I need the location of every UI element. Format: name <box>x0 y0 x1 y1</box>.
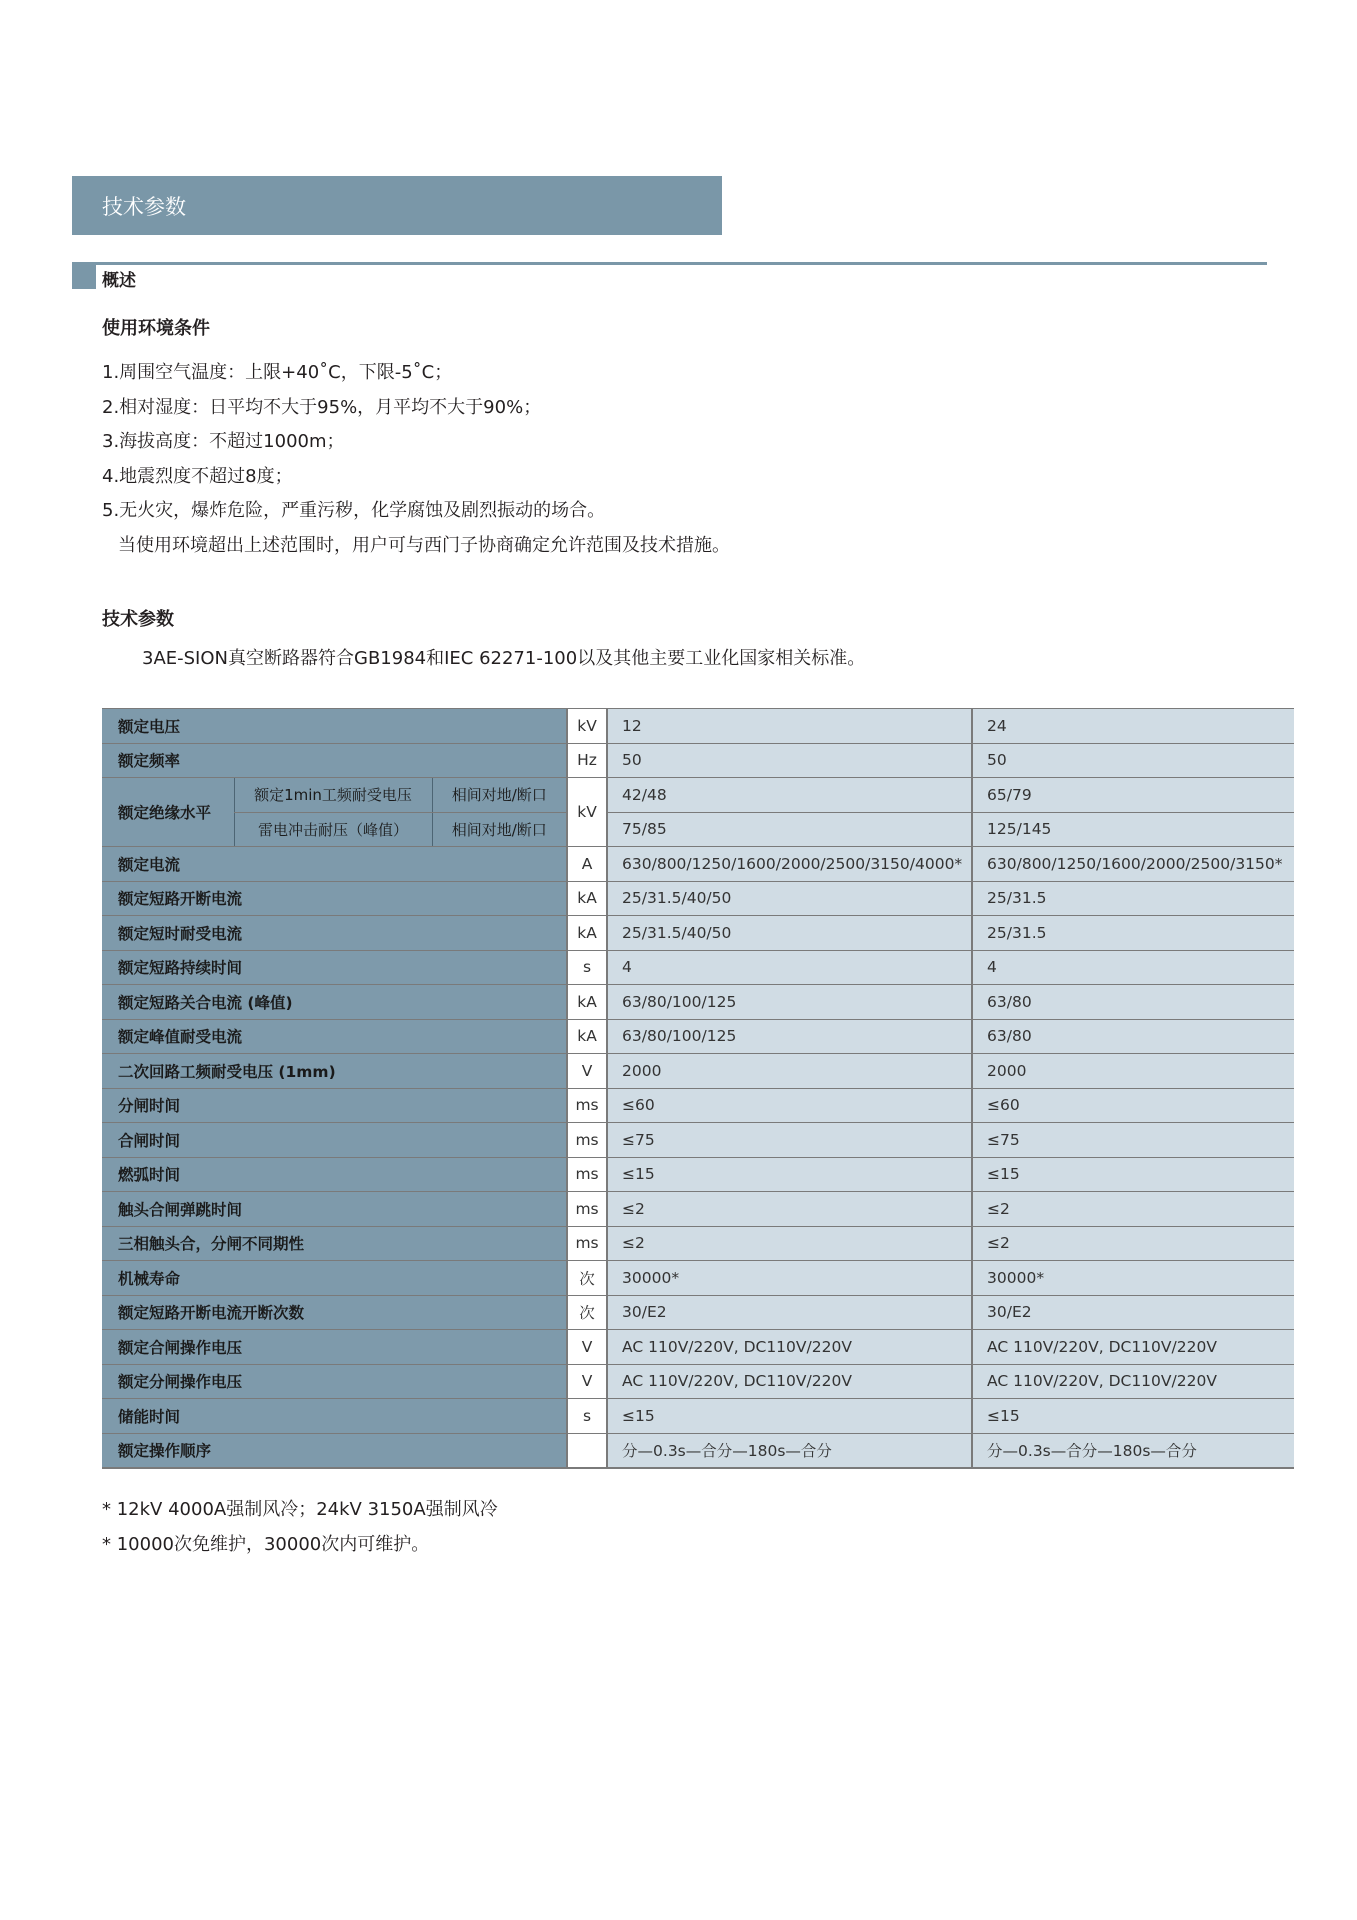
param-label: 额定频率 <box>102 743 567 778</box>
table-row <box>102 743 1294 778</box>
param-unit: V <box>567 1054 607 1089</box>
param-sublabel: 额定1min工频耐受电压 <box>234 778 432 813</box>
value-12kv: 42/48 <box>607 778 972 813</box>
table-row <box>102 985 1294 1020</box>
param-unit: ms <box>567 1226 607 1261</box>
value-24kv: ≤60 <box>972 1088 1294 1123</box>
banner-title: 技术参数 <box>102 194 186 219</box>
table-row <box>102 916 1294 951</box>
param-label: 额定短路持续时间 <box>102 950 567 985</box>
value-24kv: ≤15 <box>972 1157 1294 1192</box>
param-unit: 次 <box>567 1261 607 1296</box>
param-unit: s <box>567 1399 607 1434</box>
value-12kv: 30/E2 <box>607 1295 972 1330</box>
value-12kv: ≤2 <box>607 1226 972 1261</box>
param-unit: V <box>567 1364 607 1399</box>
param-label: 额定电压 <box>102 709 567 744</box>
tech-intro: 3AE-SION真空断路器符合GB1984和IEC 62271-100以及其他主要工业化国家相关标准。 <box>142 648 866 669</box>
value-12kv: 25/31.5/40/50 <box>607 881 972 916</box>
param-label: 额定短路关合电流 (峰值) <box>102 985 567 1020</box>
value-24kv: 2000 <box>972 1054 1294 1089</box>
page-banner <box>72 176 722 235</box>
param-sublabel: 雷电冲击耐压（峰值） <box>234 812 432 847</box>
table-row <box>102 847 1294 882</box>
value-24kv: 30000* <box>972 1261 1294 1296</box>
table-row <box>102 1433 1294 1468</box>
value-24kv: 24 <box>972 709 1294 744</box>
section-marker <box>72 265 96 289</box>
param-sublabel: 相间对地/断口 <box>432 778 567 813</box>
param-unit <box>567 1433 607 1468</box>
param-label: 额定绝缘水平 <box>102 778 234 847</box>
param-label: 合闸时间 <box>102 1123 567 1158</box>
value-12kv: 63/80/100/125 <box>607 1019 972 1054</box>
param-label: 额定合闸操作电压 <box>102 1330 567 1365</box>
value-24kv: ≤2 <box>972 1226 1294 1261</box>
value-12kv: 630/800/1250/1600/2000/2500/3150/4000* <box>607 847 972 882</box>
param-label: 燃弧时间 <box>102 1157 567 1192</box>
env-heading: 使用环境条件 <box>102 318 210 339</box>
value-24kv: 63/80 <box>972 985 1294 1020</box>
value-24kv: 4 <box>972 950 1294 985</box>
param-label: 额定短路开断电流 <box>102 881 567 916</box>
param-unit: kA <box>567 881 607 916</box>
table-row <box>102 1123 1294 1158</box>
table-row <box>102 1088 1294 1123</box>
param-label: 额定峰值耐受电流 <box>102 1019 567 1054</box>
env-note: 当使用环境超出上述范围时，用户可与西门子协商确定允许范围及技术措施。 <box>118 534 730 556</box>
value-12kv: ≤75 <box>607 1123 972 1158</box>
value-12kv: 25/31.5/40/50 <box>607 916 972 951</box>
value-24kv: 50 <box>972 743 1294 778</box>
section-title: 概述 <box>102 271 136 291</box>
value-24kv: 125/145 <box>972 812 1294 847</box>
table-row <box>102 1226 1294 1261</box>
param-sublabel: 相间对地/断口 <box>432 812 567 847</box>
value-12kv: AC 110V/220V, DC110V/220V <box>607 1364 972 1399</box>
param-unit: Hz <box>567 743 607 778</box>
value-12kv: 4 <box>607 950 972 985</box>
table-row <box>102 881 1294 916</box>
param-label: 额定操作顺序 <box>102 1433 567 1468</box>
env-item: 1.周围空气温度：上限+40˚C，下限-5˚C； <box>102 362 453 383</box>
value-12kv: 2000 <box>607 1054 972 1089</box>
value-24kv: 63/80 <box>972 1019 1294 1054</box>
table-row <box>102 1261 1294 1296</box>
value-24kv: 30/E2 <box>972 1295 1294 1330</box>
value-24kv: AC 110V/220V, DC110V/220V <box>972 1330 1294 1365</box>
table-row <box>102 812 1294 847</box>
value-12kv: ≤15 <box>607 1157 972 1192</box>
footnote: * 10000次免维护，30000次内可维护。 <box>102 1534 430 1555</box>
value-24kv: 630/800/1250/1600/2000/2500/3150* <box>972 847 1294 882</box>
table-row <box>102 1192 1294 1227</box>
param-unit: ms <box>567 1192 607 1227</box>
param-label: 储能时间 <box>102 1399 567 1434</box>
param-unit: kV <box>567 778 607 847</box>
value-24kv: AC 110V/220V, DC110V/220V <box>972 1364 1294 1399</box>
param-label: 额定电流 <box>102 847 567 882</box>
value-12kv: 12 <box>607 709 972 744</box>
param-unit: ms <box>567 1088 607 1123</box>
value-12kv: AC 110V/220V, DC110V/220V <box>607 1330 972 1365</box>
value-12kv: 75/85 <box>607 812 972 847</box>
param-unit: kA <box>567 916 607 951</box>
param-unit: kA <box>567 985 607 1020</box>
table-row <box>102 1364 1294 1399</box>
table-row <box>102 709 1294 744</box>
value-24kv: 25/31.5 <box>972 916 1294 951</box>
table-row <box>102 778 1294 813</box>
param-unit: kV <box>567 709 607 744</box>
value-24kv: 25/31.5 <box>972 881 1294 916</box>
tech-heading: 技术参数 <box>102 609 174 630</box>
param-unit: kA <box>567 1019 607 1054</box>
value-12kv: 30000* <box>607 1261 972 1296</box>
param-unit: 次 <box>567 1295 607 1330</box>
value-24kv: ≤15 <box>972 1399 1294 1434</box>
param-unit: ms <box>567 1123 607 1158</box>
footnote: * 12kV 4000A强制风冷；24kV 3150A强制风冷 <box>102 1499 498 1520</box>
param-label: 额定短路开断电流开断次数 <box>102 1295 567 1330</box>
section-rule <box>72 262 1267 265</box>
env-item: 2.相对湿度：日平均不大于95%，月平均不大于90%； <box>102 396 542 418</box>
value-12kv: ≤60 <box>607 1088 972 1123</box>
env-item: 3.海拔高度：不超过1000m； <box>102 431 345 452</box>
param-unit: A <box>567 847 607 882</box>
value-24kv: ≤75 <box>972 1123 1294 1158</box>
table-row <box>102 1295 1294 1330</box>
env-item: 5.无火灾，爆炸危险，严重污秽，化学腐蚀及剧烈振动的场合。 <box>102 500 606 521</box>
param-unit: V <box>567 1330 607 1365</box>
param-label: 机械寿命 <box>102 1261 567 1296</box>
param-unit: ms <box>567 1157 607 1192</box>
table-row <box>102 1330 1294 1365</box>
value-24kv: 分—0.3s—合分—180s—合分 <box>972 1433 1294 1468</box>
param-label: 分闸时间 <box>102 1088 567 1123</box>
table-row <box>102 1399 1294 1434</box>
value-24kv: 65/79 <box>972 778 1294 813</box>
param-label: 触头合闸弹跳时间 <box>102 1192 567 1227</box>
value-12kv: 50 <box>607 743 972 778</box>
param-unit: s <box>567 950 607 985</box>
param-label: 三相触头合，分闸不同期性 <box>102 1226 567 1261</box>
param-label: 额定分闸操作电压 <box>102 1364 567 1399</box>
env-conditions-list <box>102 356 730 563</box>
param-label: 二次回路工频耐受电压 (1mm) <box>102 1054 567 1089</box>
table-row <box>102 1054 1294 1089</box>
value-12kv: 63/80/100/125 <box>607 985 972 1020</box>
table-row <box>102 950 1294 985</box>
value-12kv: ≤15 <box>607 1399 972 1434</box>
table-row <box>102 1157 1294 1192</box>
value-12kv: 分—0.3s—合分—180s—合分 <box>607 1433 972 1468</box>
tech-spec-table <box>102 708 1294 1469</box>
table-row <box>102 1019 1294 1054</box>
value-24kv: ≤2 <box>972 1192 1294 1227</box>
value-12kv: ≤2 <box>607 1192 972 1227</box>
param-label: 额定短时耐受电流 <box>102 916 567 951</box>
env-item: 4.地震烈度不超过8度； <box>102 465 293 487</box>
